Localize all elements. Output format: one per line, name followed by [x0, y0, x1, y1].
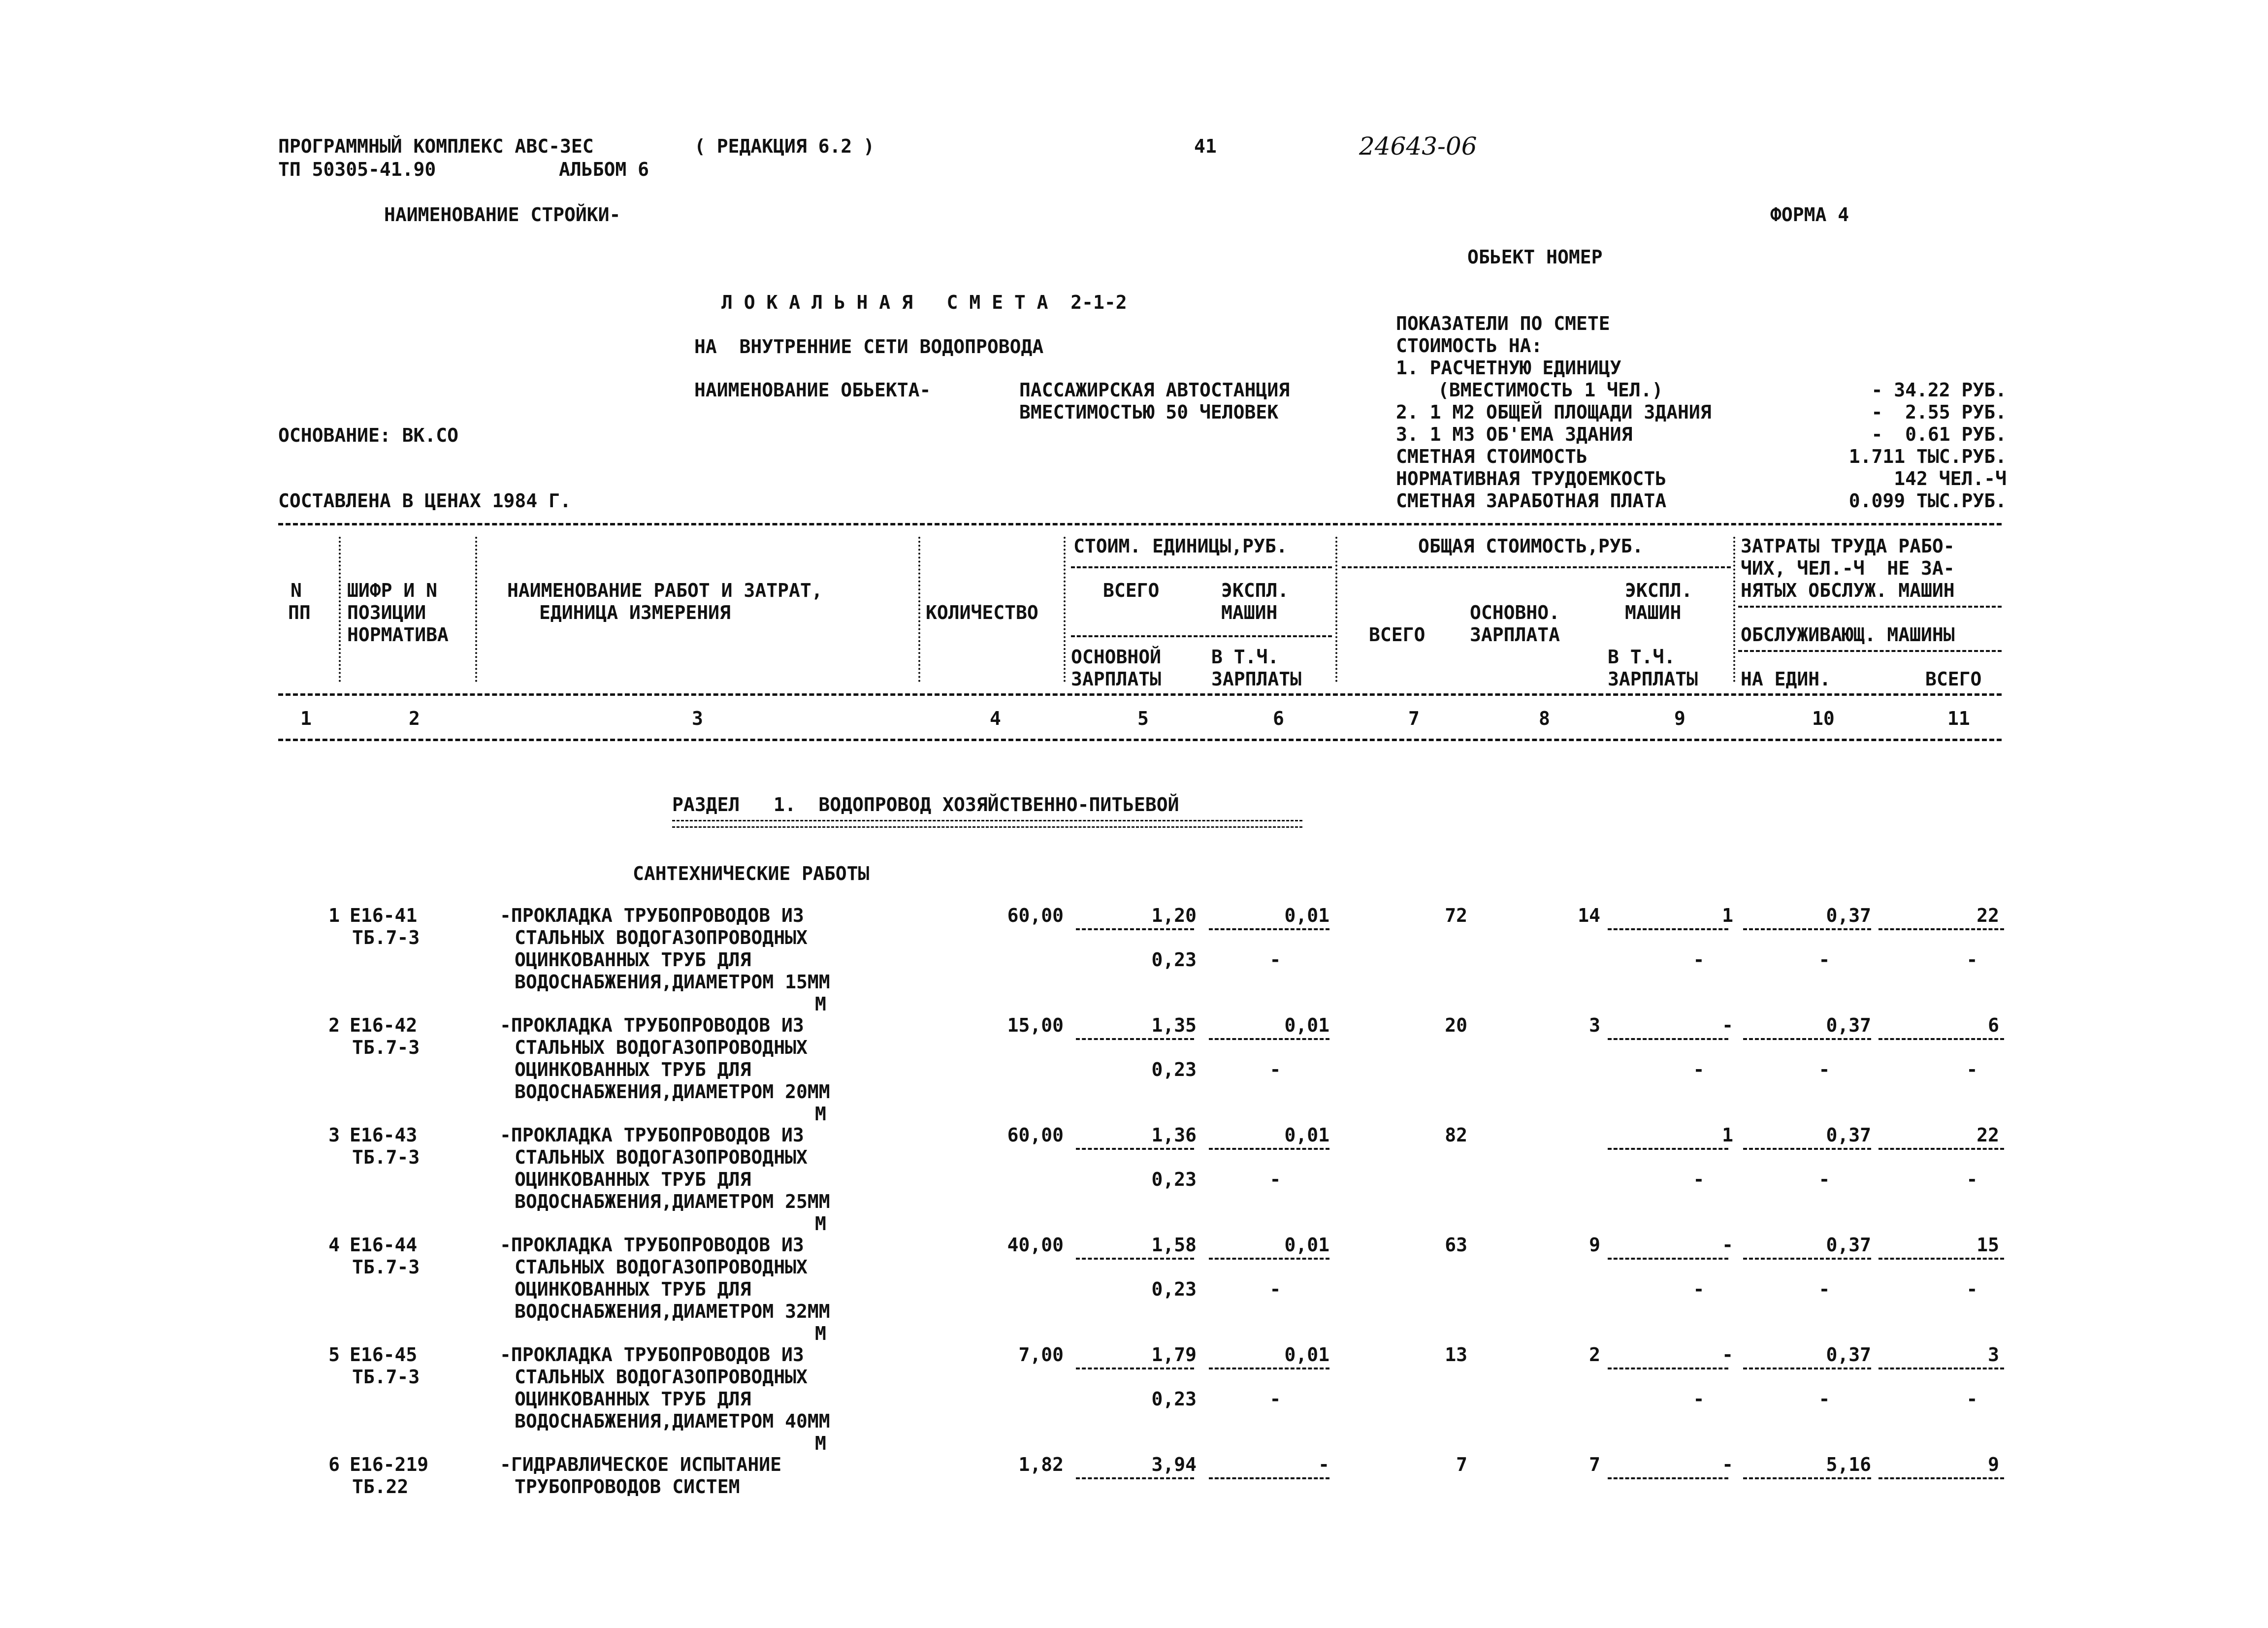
row-machine-wages: - [1693, 1388, 1705, 1410]
row-labor-per-unit: 5,16 [1826, 1454, 1871, 1475]
col-divider [475, 537, 477, 682]
edition: ( РЕДАКЦИЯ 6.2 ) [694, 135, 875, 157]
cell-rule [1608, 1038, 1728, 1040]
th-c9-incl: В Т.Ч. [1608, 646, 1676, 668]
row-description-line: -ПРОКЛАДКА ТРУБОПРОВОДОВ ИЗ [500, 1014, 804, 1036]
object-label: НАИМЕНОВАНИЕ ОБЬЕКТА- [694, 379, 931, 401]
section-title: РАЗДЕЛ 1. ВОДОПРОВОД ХОЗЯЙСТВЕННО-ПИТЬЕВОЙ [672, 794, 1179, 815]
row-machines-total: - [1722, 1454, 1733, 1475]
cell-rule [1743, 1477, 1871, 1479]
row-unit-cost-total: 1,79 [1151, 1344, 1197, 1366]
column-number: 11 [1947, 708, 1970, 729]
th-quantity: КОЛИЧЕСТВО [926, 602, 1038, 623]
row-machines-total: 1 [1722, 1124, 1733, 1146]
wages-value: 0.099 ТЫС.РУБ. [1848, 490, 2007, 512]
th-c5-basic: ОСНОВНОЙ [1071, 646, 1162, 668]
th-labor1: ЗАТРАТЫ ТРУДА РАБО- [1741, 535, 1955, 557]
th-rule [1071, 635, 1332, 637]
row-labor-machine-per-unit: - [1818, 1278, 1830, 1300]
indicator-area-label: 2. 1 М2 ОБЩЕЙ ПЛОЩАДИ ЗДАНИЯ [1396, 401, 1712, 423]
row-unit-cost-machines: 0,01 [1284, 1344, 1329, 1366]
row-description-line: ВОДОСНАБЖЕНИЯ,ДИАМЕТРОМ 15ММ [515, 971, 830, 993]
th-work-name: НАИМЕНОВАНИЕ РАБОТ И ЗАТРАТ, [507, 580, 823, 601]
row-labor-per-unit: 0,37 [1826, 1344, 1871, 1366]
th-rule [1071, 566, 1332, 568]
row-unit: М [815, 1213, 826, 1235]
th-n: N [291, 580, 302, 601]
row-description-line: -ПРОКЛАДКА ТРУБОПРОВОДОВ ИЗ [500, 1124, 804, 1146]
row-unit-cost-machines: - [1318, 1454, 1329, 1475]
row-labor-machine-per-unit: - [1818, 1169, 1830, 1190]
estimate-subtitle: НА ВНУТРЕННИЕ СЕТИ ВОДОПРОВОДА [694, 336, 1044, 358]
row-machines-total: - [1722, 1234, 1733, 1256]
labor-intensity-label: НОРМАТИВНАЯ ТРУДОЕМКОСТЬ [1396, 468, 1667, 489]
row-labor-per-unit: 0,37 [1826, 1234, 1871, 1256]
indicator-volume-value: - 0.61 РУБ. [1871, 423, 2007, 445]
row-description-line: СТАЛЬНЫХ ВОДОГАЗОПРОВОДНЫХ [515, 1256, 808, 1278]
row-labor-machine-total: - [1966, 1169, 1978, 1190]
tp-number: ТП 50305-41.90 [278, 159, 436, 180]
row-unit-cost-total: 3,94 [1151, 1454, 1197, 1475]
row-unit-basic-wages: 0,23 [1151, 1278, 1197, 1300]
column-number: 6 [1273, 708, 1284, 729]
row-labor-total: 9 [1988, 1454, 1999, 1475]
row-labor-machine-per-unit: - [1818, 949, 1830, 971]
row-quantity: 40,00 [1007, 1234, 1064, 1256]
cell-rule [1608, 1258, 1728, 1260]
row-unit: М [815, 1103, 826, 1125]
row-description-line: -ГИДРАВЛИЧЕСКОЕ ИСПЫТАНИЕ [500, 1454, 781, 1475]
row-quantity: 1,82 [1018, 1454, 1064, 1475]
row-unit-machine-wages: - [1269, 1169, 1281, 1190]
object-name-line1: ПАССАЖИРСКАЯ АВТОСТАНЦИЯ [1019, 379, 1290, 401]
th-unit-cost: СТОИМ. ЕДИНИЦЫ,РУБ. [1073, 535, 1288, 557]
col-divider [1335, 537, 1337, 682]
cell-rule [1608, 1368, 1728, 1369]
th-c6-incl: В Т.Ч. [1211, 646, 1279, 668]
row-code: Е16-42 [350, 1014, 418, 1036]
row-labor-total: 22 [1976, 1124, 1999, 1146]
row-labor-total: 3 [1988, 1344, 1999, 1366]
cell-rule [1209, 928, 1329, 930]
row-unit-basic-wages: 0,23 [1151, 1169, 1197, 1190]
th-code: ШИФР И N [347, 580, 438, 601]
row-table-ref: ТБ.7-3 [352, 1366, 420, 1388]
th-c8-wages: ЗАРПЛАТА [1470, 624, 1560, 646]
row-total: 20 [1445, 1014, 1467, 1036]
th-normative: НОРМАТИВА [347, 624, 449, 646]
th-labor3: НЯТЫХ ОБСЛУЖ. МАШИН [1741, 580, 1955, 601]
col-divider [339, 537, 341, 682]
row-unit-cost-machines: 0,01 [1284, 1124, 1329, 1146]
row-code: Е16-43 [350, 1124, 418, 1146]
row-labor-per-unit: 0,37 [1826, 905, 1871, 926]
row-labor-machine-total: - [1966, 1388, 1978, 1410]
th-c6-wages: ЗАРПЛАТЫ [1211, 668, 1302, 690]
row-machines-total: - [1722, 1344, 1733, 1366]
row-description-line: ОЦИНКОВАННЫХ ТРУБ ДЛЯ [515, 1278, 751, 1300]
row-description-line: ВОДОСНАБЖЕНИЯ,ДИАМЕТРОМ 20ММ [515, 1081, 830, 1103]
column-number: 8 [1539, 708, 1550, 729]
row-description-line: -ПРОКЛАДКА ТРУБОПРОВОДОВ ИЗ [500, 1344, 804, 1366]
row-unit: М [815, 1433, 826, 1454]
column-number: 1 [300, 708, 312, 729]
section-underline [672, 820, 1302, 828]
cell-rule [1743, 1368, 1871, 1369]
row-description-line: -ПРОКЛАДКА ТРУБОПРОВОДОВ ИЗ [500, 1234, 804, 1256]
column-number: 5 [1137, 708, 1149, 729]
cell-rule [1879, 928, 2004, 930]
row-description-line: ТРУБОПРОВОДОВ СИСТЕМ [515, 1476, 740, 1498]
row-labor-total: 22 [1976, 905, 1999, 926]
row-description-line: СТАЛЬНЫХ ВОДОГАЗОПРОВОДНЫХ [515, 1146, 808, 1168]
row-table-ref: ТБ.7-3 [352, 1037, 420, 1058]
row-labor-per-unit: 0,37 [1826, 1124, 1871, 1146]
row-code: Е16-45 [350, 1344, 418, 1366]
row-description-line: ВОДОСНАБЖЕНИЯ,ДИАМЕТРОМ 40ММ [515, 1410, 830, 1432]
cell-rule [1209, 1038, 1329, 1040]
cell-rule [1879, 1477, 2004, 1479]
row-code: Е16-44 [350, 1234, 418, 1256]
th-pp: ПП [288, 602, 311, 623]
row-code: Е16-219 [350, 1454, 429, 1475]
column-number: 2 [409, 708, 420, 729]
th-rule [1738, 606, 2002, 608]
header-top-rule [278, 523, 2002, 525]
th-c11-total: ВСЕГО [1925, 668, 1982, 690]
th-labor4: ОБСЛУЖИВАЮЩ. МАШИНЫ [1741, 624, 1955, 646]
th-rule [1342, 566, 1731, 568]
row-description-line: ОЦИНКОВАННЫХ ТРУБ ДЛЯ [515, 1169, 751, 1190]
cell-rule [1879, 1038, 2004, 1040]
row-quantity: 60,00 [1007, 1124, 1064, 1146]
th-c6-machines: ЭКСПЛ. [1221, 580, 1289, 601]
row-unit: М [815, 1323, 826, 1344]
row-unit-cost-total: 1,58 [1151, 1234, 1197, 1256]
row-labor-total: 6 [1988, 1014, 1999, 1036]
row-basic-wages: 2 [1589, 1344, 1600, 1366]
cell-rule [1743, 1038, 1871, 1040]
cell-rule [1879, 1258, 2004, 1260]
row-unit-cost-machines: 0,01 [1284, 1014, 1329, 1036]
indicator-area-value: - 2.55 РУБ. [1871, 401, 2007, 423]
row-machine-wages: - [1693, 1059, 1705, 1080]
row-table-ref: ТБ.22 [352, 1476, 409, 1498]
estimated-cost-label: СМЕТНАЯ СТОИМОСТЬ [1396, 446, 1588, 467]
th-c6-machines2: МАШИН [1221, 602, 1278, 623]
col-divider [918, 537, 920, 682]
row-table-ref: ТБ.7-3 [352, 927, 420, 948]
row-total: 7 [1456, 1454, 1467, 1475]
cell-rule [1076, 1258, 1194, 1260]
cell-rule [1209, 1368, 1329, 1369]
row-number: 1 [328, 905, 340, 926]
col-divider [1064, 537, 1066, 682]
indicators-cost-on: СТОИМОСТЬ НА: [1396, 335, 1543, 357]
th-position: ПОЗИЦИИ [347, 602, 426, 623]
form-label: ФОРМА 4 [1770, 204, 1849, 226]
th-c9-machines2: МАШИН [1625, 602, 1682, 623]
row-machine-wages: - [1693, 1169, 1705, 1190]
row-total: 13 [1445, 1344, 1467, 1366]
indicator-volume-label: 3. 1 М3 ОБ'ЕМА ЗДАНИЯ [1396, 423, 1633, 445]
row-description-line: СТАЛЬНЫХ ВОДОГАЗОПРОВОДНЫХ [515, 1037, 808, 1058]
construction-label: НАИМЕНОВАНИЕ СТРОЙКИ- [384, 204, 621, 226]
cell-rule [1076, 928, 1194, 930]
row-description-line: ВОДОСНАБЖЕНИЯ,ДИАМЕТРОМ 25ММ [515, 1191, 830, 1212]
cell-rule [1743, 928, 1871, 930]
estimate-title: Л О К А Л Ь Н А Я С М Е Т А 2-1-2 [721, 292, 1127, 313]
row-description-line: ОЦИНКОВАННЫХ ТРУБ ДЛЯ [515, 949, 751, 971]
indicator-capacity-label: (ВМЕСТИМОСТЬ 1 ЧЕЛ.) [1438, 379, 1663, 401]
row-unit-machine-wages: - [1269, 1278, 1281, 1300]
th-c10-per-unit: НА ЕДИН. [1741, 668, 1831, 690]
th-total-cost: ОБЩАЯ СТОИМОСТЬ,РУБ. [1418, 535, 1644, 557]
cell-rule [1879, 1368, 2004, 1369]
row-unit-machine-wages: - [1269, 1059, 1281, 1080]
col-divider [1733, 537, 1735, 682]
row-unit-cost-total: 1,35 [1151, 1014, 1197, 1036]
program-name: ПРОГРАММНЫЙ КОМПЛЕКС АВС-ЗЕС [278, 135, 594, 157]
th-c9-machines: ЭКСПЛ. [1625, 580, 1693, 601]
column-number: 10 [1812, 708, 1835, 729]
cell-rule [1209, 1148, 1329, 1150]
row-machines-total: - [1722, 1014, 1733, 1036]
row-unit-cost-total: 1,36 [1151, 1124, 1197, 1146]
row-labor-machine-per-unit: - [1818, 1059, 1830, 1080]
row-unit-machine-wages: - [1269, 1388, 1281, 1410]
cell-rule [1076, 1038, 1194, 1040]
row-labor-machine-total: - [1966, 949, 1978, 971]
row-basic-wages: 3 [1589, 1014, 1600, 1036]
column-number: 9 [1674, 708, 1685, 729]
th-labor2: ЧИХ, ЧЕЛ.-Ч НЕ ЗА- [1741, 557, 1955, 579]
row-labor-per-unit: 0,37 [1826, 1014, 1871, 1036]
cell-rule [1076, 1477, 1194, 1479]
row-total: 63 [1445, 1234, 1467, 1256]
row-basic-wages: 9 [1589, 1234, 1600, 1256]
prices-year: СОСТАВЛЕНА В ЦЕНАХ 1984 Г. [278, 490, 571, 512]
row-table-ref: ТБ.7-3 [352, 1146, 420, 1168]
row-description-line: СТАЛЬНЫХ ВОДОГАЗОПРОВОДНЫХ [515, 1366, 808, 1388]
estimated-cost-value: 1.711 ТЫС.РУБ. [1848, 446, 2007, 467]
row-basic-wages: 14 [1578, 905, 1600, 926]
column-number: 4 [990, 708, 1001, 729]
row-total: 82 [1445, 1124, 1467, 1146]
row-machines-total: 1 [1722, 905, 1733, 926]
cell-rule [1608, 928, 1728, 930]
indicators-title: ПОКАЗАТЕЛИ ПО СМЕТЕ [1396, 313, 1610, 334]
row-unit-basic-wages: 0,23 [1151, 1388, 1197, 1410]
row-description-line: ОЦИНКОВАННЫХ ТРУБ ДЛЯ [515, 1059, 751, 1080]
row-number: 2 [328, 1014, 340, 1036]
row-labor-machine-total: - [1966, 1278, 1978, 1300]
row-number: 5 [328, 1344, 340, 1366]
indicator-capacity-value: - 34.22 РУБ. [1871, 379, 2007, 401]
th-c7-total: ВСЕГО [1369, 624, 1426, 646]
row-labor-total: 15 [1976, 1234, 1999, 1256]
th-c5-total: ВСЕГО [1103, 580, 1160, 601]
th-c8-basic: ОСНОВНО. [1470, 602, 1560, 623]
row-table-ref: ТБ.7-3 [352, 1256, 420, 1278]
cell-rule [1608, 1477, 1728, 1479]
row-number: 4 [328, 1234, 340, 1256]
row-number: 3 [328, 1124, 340, 1146]
row-unit-cost-machines: 0,01 [1284, 905, 1329, 926]
cell-rule [1076, 1368, 1194, 1369]
album: АЛЬБОМ 6 [559, 159, 649, 180]
row-labor-machine-per-unit: - [1818, 1388, 1830, 1410]
row-basic-wages: 7 [1589, 1454, 1600, 1475]
indicator-unit-label: 1. РАСЧЕТНУЮ ЕДИНИЦУ [1396, 357, 1621, 379]
cell-rule [1608, 1148, 1728, 1150]
cell-rule [1743, 1148, 1871, 1150]
row-unit-basic-wages: 0,23 [1151, 949, 1197, 971]
row-machine-wages: - [1693, 949, 1705, 971]
column-number: 7 [1408, 708, 1420, 729]
cell-rule [1076, 1148, 1194, 1150]
wages-label: СМЕТНАЯ ЗАРАБОТНАЯ ПЛАТА [1396, 490, 1667, 512]
row-description-line: -ПРОКЛАДКА ТРУБОПРОВОДОВ ИЗ [500, 905, 804, 926]
object-number-label: ОБЬЕКТ НОМЕР [1467, 246, 1603, 268]
row-quantity: 7,00 [1018, 1344, 1064, 1366]
row-total: 72 [1445, 905, 1467, 926]
row-description-line: ВОДОСНАБЖЕНИЯ,ДИАМЕТРОМ 32ММ [515, 1301, 830, 1322]
basis: ОСНОВАНИЕ: ВК.СО [278, 424, 459, 446]
header-mid-rule [278, 693, 2002, 696]
row-number: 6 [328, 1454, 340, 1475]
handwritten-code: 24643-06 [1359, 132, 1477, 161]
subsection-title: САНТЕХНИЧЕСКИЕ РАБОТЫ [633, 863, 870, 884]
object-name-line2: ВМЕСТИМОСТЬЮ 50 ЧЕЛОВЕК [1019, 401, 1279, 423]
cell-rule [1879, 1148, 2004, 1150]
row-unit-basic-wages: 0,23 [1151, 1059, 1197, 1080]
cell-rule [1209, 1258, 1329, 1260]
column-number: 3 [692, 708, 703, 729]
page-number: 41 [1194, 135, 1217, 157]
row-quantity: 60,00 [1007, 905, 1064, 926]
row-unit-cost-machines: 0,01 [1284, 1234, 1329, 1256]
row-machine-wages: - [1693, 1278, 1705, 1300]
row-description-line: ОЦИНКОВАННЫХ ТРУБ ДЛЯ [515, 1388, 751, 1410]
th-c5-wages: ЗАРПЛАТЫ [1071, 668, 1162, 690]
row-unit-cost-total: 1,20 [1151, 905, 1197, 926]
row-code: Е16-41 [350, 905, 418, 926]
row-labor-machine-total: - [1966, 1059, 1978, 1080]
th-unit: ЕДИНИЦА ИЗМЕРЕНИЯ [539, 602, 731, 623]
row-unit: М [815, 993, 826, 1015]
th-rule [1738, 650, 2002, 652]
th-c9-wages: ЗАРПЛАТЫ [1608, 668, 1698, 690]
labor-intensity-value: 142 ЧЕЛ.-Ч [1894, 468, 2007, 489]
header-bottom-rule [278, 739, 2002, 741]
row-unit-machine-wages: - [1269, 949, 1281, 971]
row-quantity: 15,00 [1007, 1014, 1064, 1036]
cell-rule [1209, 1477, 1329, 1479]
cell-rule [1743, 1258, 1871, 1260]
row-description-line: СТАЛЬНЫХ ВОДОГАЗОПРОВОДНЫХ [515, 927, 808, 948]
